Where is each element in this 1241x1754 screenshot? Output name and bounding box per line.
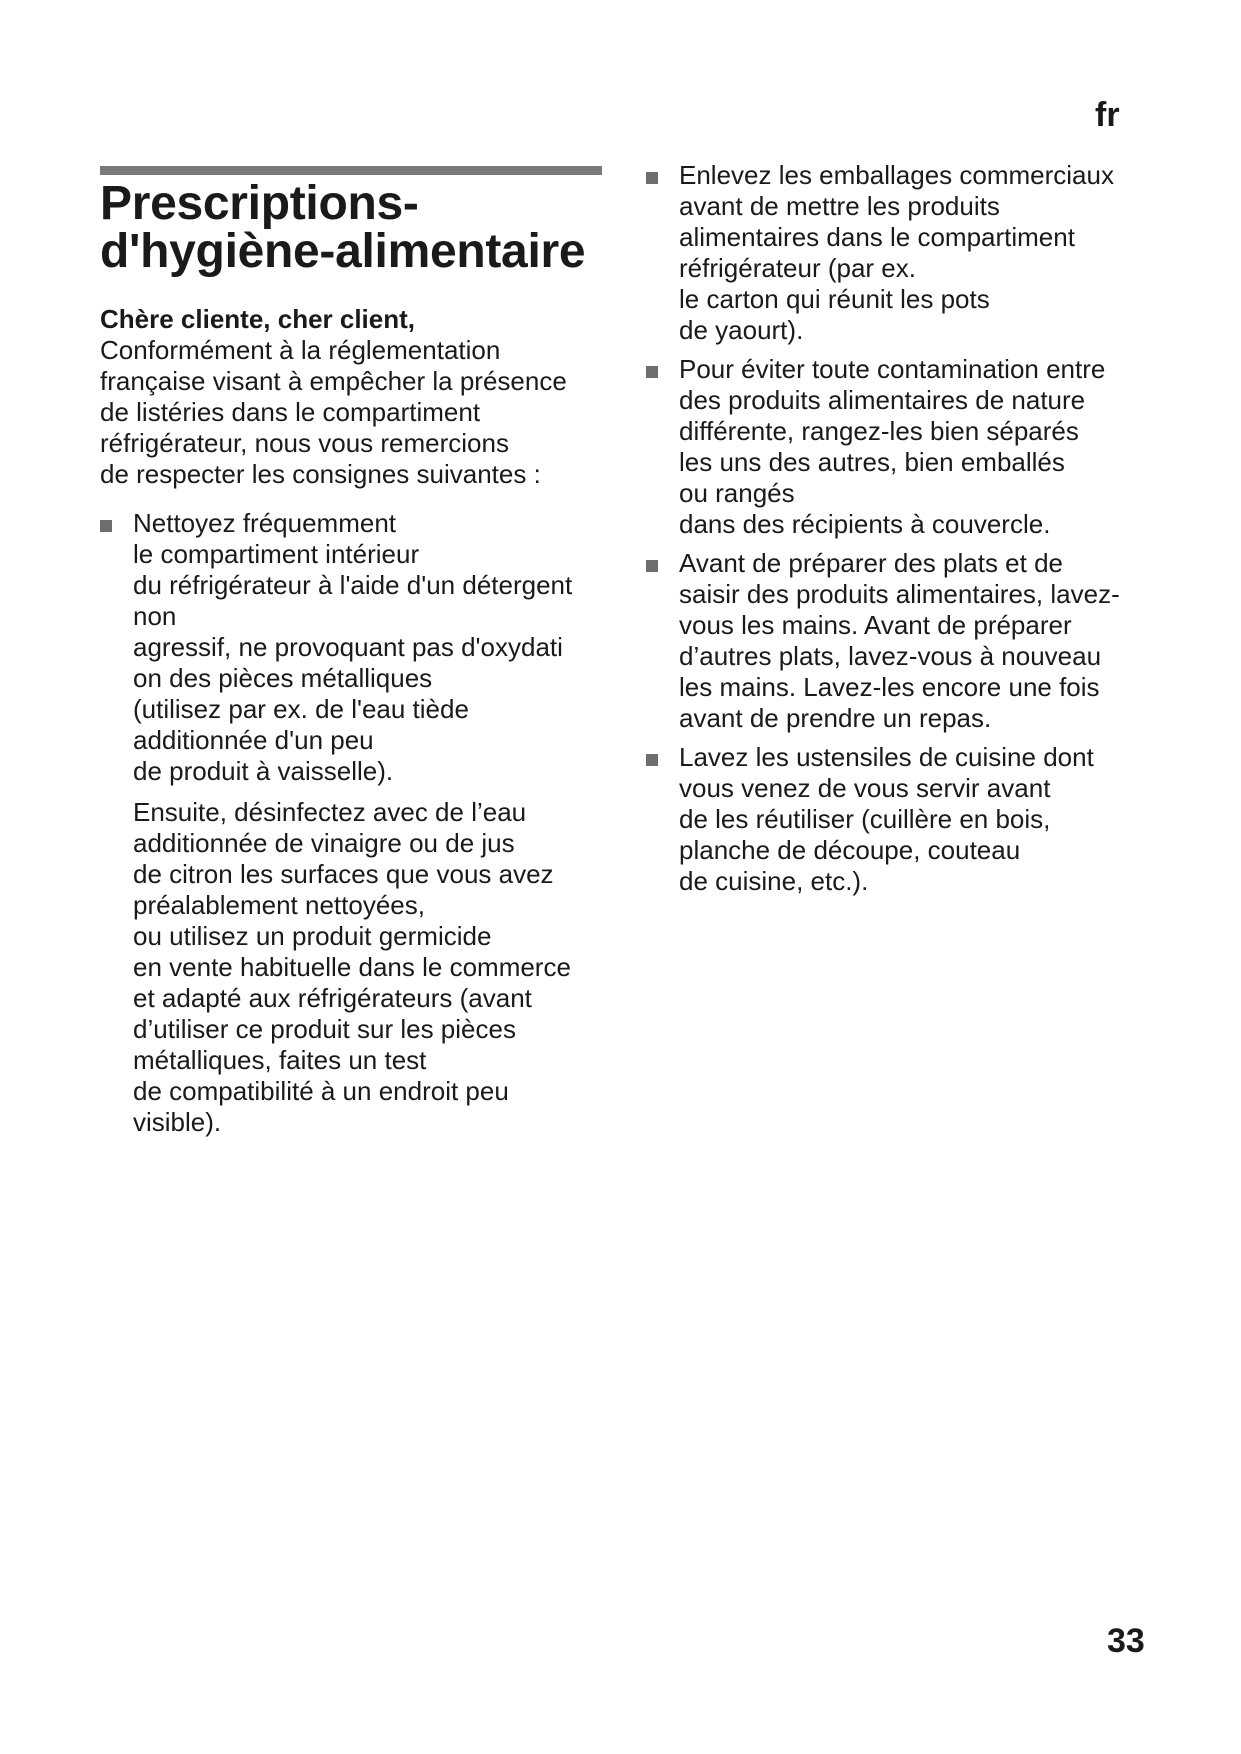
- left-bullet-list: [100, 508, 620, 1138]
- item-line: dans des récipients à couvercle.: [679, 509, 1051, 539]
- item-line: Pour éviter toute contamination entre: [679, 354, 1106, 384]
- item-line: on des pièces métalliques: [133, 663, 433, 693]
- item-line: Avant de préparer des plats et de: [679, 548, 1063, 578]
- intro-line: de listéries dans le compartiment: [100, 397, 481, 427]
- left-column: [100, 177, 620, 1138]
- right-column: [646, 160, 1151, 905]
- item-line: différente, rangez-les bien séparés: [679, 416, 1079, 446]
- intro-paragraph: [100, 335, 620, 490]
- square-bullet-icon: [100, 520, 112, 532]
- item-line: vous venez de vous servir avant: [679, 773, 1051, 803]
- list-item: [646, 548, 1151, 734]
- item-line: le carton qui réunit les pots: [679, 284, 990, 314]
- item-line: préalablement nettoyées,: [133, 890, 425, 920]
- item-line: le compartiment intérieur: [133, 539, 420, 569]
- item-line: des produits alimentaires de nature: [679, 385, 1086, 415]
- intro-line: française visant à empêcher la présence: [100, 366, 567, 396]
- section-rule: [100, 166, 602, 175]
- item-line: ou rangés: [679, 478, 795, 508]
- item-line: du réfrigérateur à l'aide d'un détergent: [133, 570, 573, 600]
- square-bullet-icon: [646, 754, 658, 766]
- item-line: additionnée de vinaigre ou de jus: [133, 828, 515, 858]
- square-bullet-icon: [646, 560, 658, 572]
- item-line: saisir des produits alimentaires, lavez-: [679, 579, 1120, 609]
- language-code: fr: [1095, 96, 1120, 134]
- item-line: non: [133, 601, 177, 631]
- item-line: alimentaires dans le compartiment: [679, 222, 1075, 252]
- item-line: d’autres plats, lavez-vous à nouveau: [679, 641, 1102, 671]
- page-number: 33: [1107, 1622, 1145, 1660]
- item-line: de produit à vaisselle).: [133, 756, 394, 786]
- item-line: visible).: [133, 1107, 222, 1137]
- item-line: Nettoyez fréquemment: [133, 508, 397, 538]
- item-line: planche de découpe, couteau: [679, 835, 1021, 865]
- item-paragraph: [133, 797, 620, 1138]
- item-line: de yaourt).: [679, 315, 804, 345]
- item-line: ou utilisez un produit germicide: [133, 921, 492, 951]
- title-line: Prescriptions-: [100, 177, 419, 230]
- item-line: d’utiliser ce produit sur les pièces: [133, 1014, 516, 1044]
- item-line: de cuisine, etc.).: [679, 866, 869, 896]
- item-line: et adapté aux réfrigérateurs (avant: [133, 983, 532, 1013]
- intro-line: de respecter les consignes suivantes :: [100, 459, 541, 489]
- item-line: les uns des autres, bien emballés: [679, 447, 1065, 477]
- right-bullet-list: [646, 160, 1151, 897]
- list-item: [100, 508, 620, 1138]
- title-line: d'hygiène-alimentaire: [100, 225, 586, 278]
- item-line: métalliques, faites un test: [133, 1045, 427, 1075]
- item-line: de les réutiliser (cuillère en bois,: [679, 804, 1051, 834]
- item-line: agressif, ne provoquant pas d'oxydati: [133, 632, 563, 662]
- item-line: avant de mettre les produits: [679, 191, 1000, 221]
- list-item: [646, 160, 1151, 346]
- square-bullet-icon: [646, 172, 658, 184]
- list-item: [646, 742, 1151, 897]
- item-line: additionnée d'un peu: [133, 725, 374, 755]
- item-line: réfrigérateur (par ex.: [679, 253, 916, 283]
- square-bullet-icon: [646, 366, 658, 378]
- item-line: vous les mains. Avant de préparer: [679, 610, 1072, 640]
- greeting: Chère cliente, cher client,: [100, 304, 416, 334]
- list-item: [646, 354, 1151, 540]
- item-paragraph: [133, 508, 620, 787]
- item-line: les mains. Lavez-les encore une fois: [679, 672, 1100, 702]
- intro-line: Conformément à la réglementation: [100, 335, 501, 365]
- item-line: avant de prendre un repas.: [679, 703, 992, 733]
- item-line: Ensuite, désinfectez avec de l’eau: [133, 797, 527, 827]
- item-line: en vente habituelle dans le commerce: [133, 952, 571, 982]
- item-line: Lavez les ustensiles de cuisine dont: [679, 742, 1094, 772]
- page-title: [100, 177, 620, 278]
- item-line: de compatibilité à un endroit peu: [133, 1076, 509, 1106]
- item-line: de citron les surfaces que vous avez: [133, 859, 554, 889]
- item-line: (utilisez par ex. de l'eau tiède: [133, 694, 469, 724]
- item-line: Enlevez les emballages commerciaux: [679, 160, 1114, 190]
- intro-line: réfrigérateur, nous vous remercions: [100, 428, 509, 458]
